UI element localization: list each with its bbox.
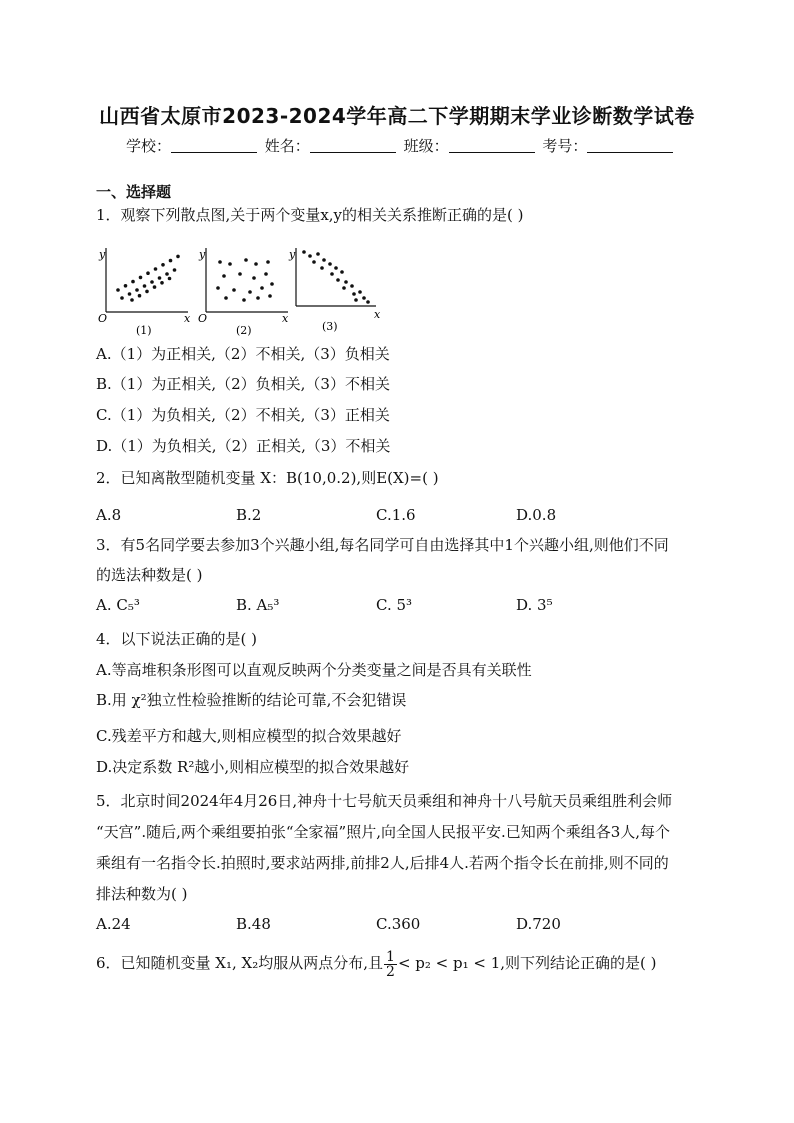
- scatter-dot: [330, 272, 334, 276]
- q3-option-c[interactable]: C. 5³: [376, 596, 413, 614]
- q4-option-a[interactable]: A.等高堆积条形图可以直观反映两个分类变量之间是否具有关联性: [96, 661, 532, 679]
- scatter-dot: [358, 290, 362, 294]
- q2-option-d[interactable]: D.0.8: [516, 506, 557, 524]
- scatter-dot: [128, 292, 132, 296]
- scatter-dot: [354, 298, 358, 302]
- exam-no-blank[interactable]: [587, 138, 673, 153]
- q3-options: [96, 595, 656, 615]
- q1-option-a[interactable]: A.（1）为正相关,（2）不相关,（3）负相关: [96, 345, 390, 363]
- q5-option-d[interactable]: D.720: [516, 915, 561, 933]
- name-blank[interactable]: [310, 138, 396, 153]
- origin-label: O: [98, 312, 108, 325]
- scatter-dot: [334, 266, 338, 270]
- class-blank[interactable]: [449, 138, 535, 153]
- exam-no-label: 考号：: [542, 137, 588, 155]
- scatter-dot: [153, 285, 157, 289]
- scatter-dot: [216, 286, 220, 290]
- q2-option-a[interactable]: A.8: [96, 506, 122, 524]
- scatter-dot: [154, 267, 158, 271]
- scatter-dot: [340, 270, 344, 274]
- q1-scatter-figures: [96, 240, 396, 340]
- q1-option-b[interactable]: B.（1）为正相关,（2）负相关,（3）不相关: [96, 375, 390, 393]
- scatter-dot: [232, 288, 236, 292]
- scatter-dot: [158, 276, 162, 280]
- points-1: [116, 255, 180, 302]
- scatter-dot: [312, 260, 316, 264]
- q3-option-a[interactable]: A. C₅³: [96, 596, 140, 614]
- scatter-plot-1: [98, 248, 191, 337]
- fraction-numerator: 1: [386, 948, 395, 965]
- q5-option-c[interactable]: C.360: [376, 915, 421, 933]
- q2-options: [96, 505, 656, 525]
- scatter-dot: [173, 268, 177, 272]
- scatter-dot: [124, 284, 128, 288]
- q1-stem: 1．观察下列散点图,关于两个变量x,y的相关关系推断正确的是( ): [96, 206, 524, 224]
- scatter-dot: [328, 262, 332, 266]
- y-axis-label: y: [289, 248, 296, 261]
- q1-option-d[interactable]: D.（1）为负相关,（2）正相关,（3）不相关: [96, 437, 391, 455]
- scatter-dot: [160, 281, 164, 285]
- x-axis-label: x: [184, 312, 191, 325]
- scatter-dot: [362, 296, 366, 300]
- scatter-dot: [336, 278, 340, 282]
- scatter-dot: [248, 290, 252, 294]
- scatter-dot: [161, 263, 165, 267]
- school-blank[interactable]: [171, 138, 257, 153]
- scatter-dot: [143, 284, 147, 288]
- scatter-dot: [165, 272, 169, 276]
- points-2: [216, 258, 274, 302]
- scatter-dot: [120, 296, 124, 300]
- figure-label-3: (3): [322, 320, 338, 333]
- scatter-dot: [139, 276, 143, 280]
- q1-option-c[interactable]: C.（1）为负相关,（2）不相关,（3）正相关: [96, 406, 390, 424]
- scatter-dot: [116, 288, 120, 292]
- y-axis-label: y: [99, 248, 106, 261]
- name-label: 姓名：: [264, 137, 310, 155]
- scatter-dot: [218, 260, 222, 264]
- scatter-dot: [176, 255, 180, 259]
- scatter-dot: [342, 286, 346, 290]
- q5-line2: “天宫”.随后,两个乘组要拍张“全家福”照片,向全国人民报平安.已知两个乘组各3人,每个: [96, 823, 671, 841]
- scatter-dot: [266, 260, 270, 264]
- q4-option-c[interactable]: C.残差平方和越大,则相应模型的拟合效果越好: [96, 727, 402, 745]
- scatter-dot: [146, 271, 150, 275]
- scatter-dot: [268, 294, 272, 298]
- q3-option-b[interactable]: B. A₅³: [236, 596, 280, 614]
- q3-stem-line1: 3．有5名同学要去参加3个兴趣小组,每名同学可自由选择其中1个兴趣小组,则他们不同: [96, 536, 669, 554]
- q5-line1: 5．北京时间2024年4月26日,神舟十七号航天员乘组和神舟十八号航天员乘组胜利会师: [96, 792, 673, 810]
- scatter-dot: [344, 280, 348, 284]
- scatter-dot: [322, 258, 326, 262]
- scatter-dot: [138, 294, 142, 298]
- scatter-dot: [238, 272, 242, 276]
- page-title: 山西省太原市2023-2024学年高二下学期期末学业诊断数学试卷: [99, 104, 695, 128]
- scatter-dot: [256, 296, 260, 300]
- q5-option-b[interactable]: B.48: [236, 915, 271, 933]
- school-label: 学校：: [126, 137, 172, 155]
- scatter-dot: [302, 250, 306, 254]
- q3-stem-line2: 的选法种数是( ): [96, 566, 203, 584]
- scatter-dot: [270, 282, 274, 286]
- scatter-dot: [244, 258, 248, 262]
- scatter-dot: [131, 280, 135, 284]
- scatter-dot: [308, 254, 312, 258]
- q5-option-a[interactable]: A.24: [96, 915, 131, 933]
- q2-option-c[interactable]: C.1.6: [376, 506, 416, 524]
- student-info: [126, 135, 676, 156]
- scatter-dot: [130, 298, 134, 302]
- scatter-plot-2: [198, 248, 289, 337]
- scatter-dot: [150, 280, 154, 284]
- q5-line3: 乘组有一名指令长.拍照时,要求站两排,前排2人,后排4人.若两个指令长在前排,则不同的: [96, 854, 669, 872]
- scatter-dot: [264, 272, 268, 276]
- figure-label-1: (1): [136, 324, 152, 337]
- points-3: [302, 250, 370, 304]
- q4-option-b[interactable]: B.用 χ²独立性检验推断的结论可靠,不会犯错误: [96, 691, 407, 709]
- y-axis-label: y: [199, 248, 206, 261]
- q4-stem: 4．以下说法正确的是( ): [96, 630, 258, 648]
- q3-option-d[interactable]: D. 3⁵: [516, 596, 553, 614]
- scatter-dot: [366, 300, 370, 304]
- scatter-dot: [320, 266, 324, 270]
- q4-option-d[interactable]: D.决定系数 R²越小,则相应模型的拟合效果越好: [96, 758, 410, 776]
- section-heading: 一、选择题: [96, 183, 172, 201]
- scatter-dot: [224, 296, 228, 300]
- q2-stem: 2．已知离散型随机变量 X：B(10,0.2),则E(X)=( ): [96, 469, 439, 487]
- fraction-denominator: 2: [386, 963, 395, 980]
- q6-stem-a: 6．已知随机变量 X₁, X₂均服从两点分布,且: [96, 954, 384, 972]
- scatter-dot: [252, 276, 256, 280]
- class-label: 班级：: [403, 137, 449, 155]
- one-half-fraction: [384, 950, 397, 979]
- scatter-dot: [135, 288, 139, 292]
- origin-label: O: [198, 312, 208, 325]
- scatter-dot: [168, 277, 172, 281]
- scatter-dot: [254, 262, 258, 266]
- figure-label-2: (2): [236, 324, 252, 337]
- x-axis-label: x: [282, 312, 289, 325]
- q6-stem-b: < p₂ < p₁ < 1,则下列结论正确的是( ): [397, 954, 657, 972]
- q5-line4: 排法种数为( ): [96, 885, 188, 903]
- scatter-dot: [350, 284, 354, 288]
- x-axis-label: x: [374, 308, 381, 321]
- q6-stem: [96, 948, 657, 979]
- q5-options: [96, 914, 656, 934]
- scatter-dot: [228, 262, 232, 266]
- scatter-dot: [352, 292, 356, 296]
- scatter-dot: [145, 290, 149, 294]
- scatter-plot-3: [288, 248, 381, 333]
- scatter-dot: [260, 286, 264, 290]
- scatter-dot: [316, 252, 320, 256]
- scatter-dot: [169, 259, 173, 263]
- q2-option-b[interactable]: B.2: [236, 506, 262, 524]
- scatter-dot: [222, 274, 226, 278]
- scatter-dot: [242, 298, 246, 302]
